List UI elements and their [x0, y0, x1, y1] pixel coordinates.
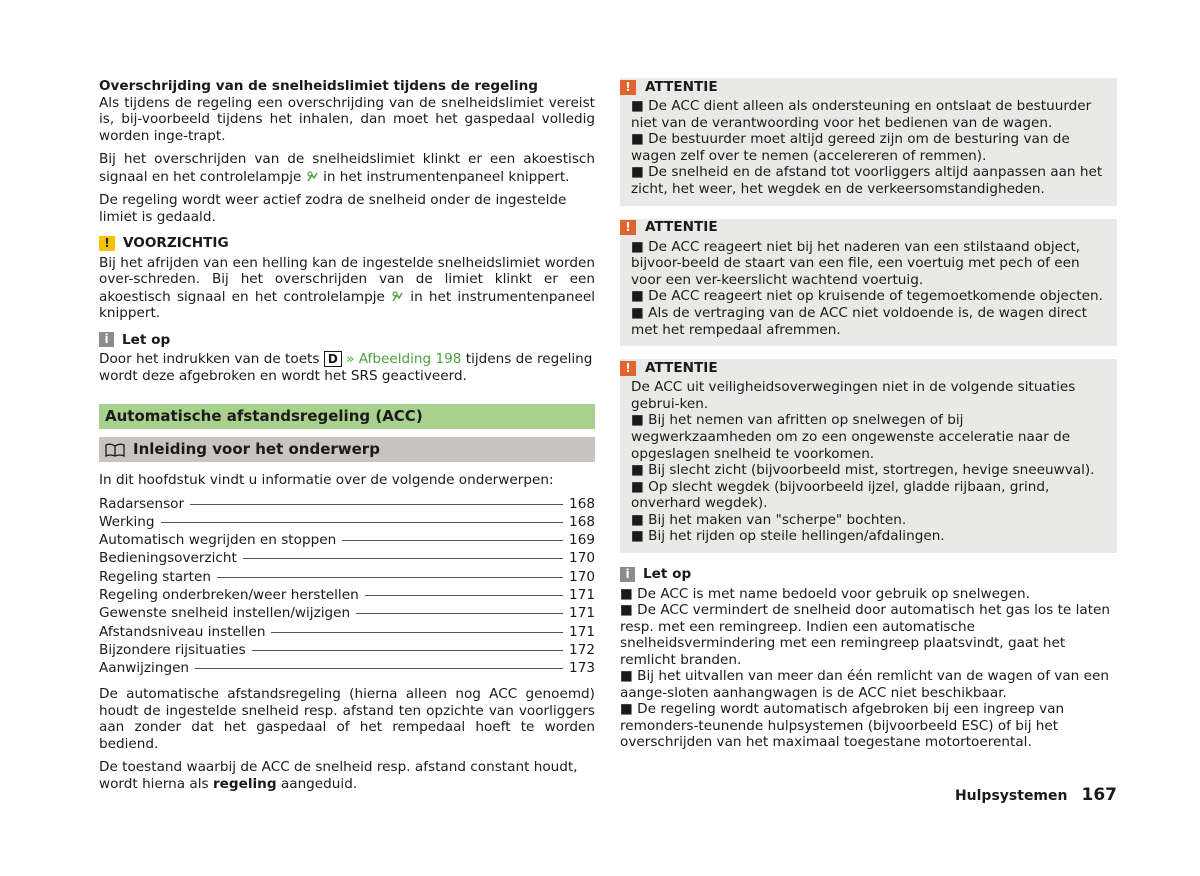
attention-item: ■ Op slecht wegdek (bijvoorbeeld ijzel, gladde rijbaan, grind, onverhard wegdek). — [631, 478, 1050, 512]
toc-page-number: 169 — [569, 532, 595, 549]
acc-paragraph-2: De toestand waarbij de ACC de snelheid resp. afstand constant houdt, wordt hierna als regeling aangeduid. — [99, 759, 578, 792]
info-icon — [620, 567, 635, 582]
attention-heading: ! ATTENTIE — [620, 219, 1095, 237]
intro-text: In dit hoofdstuk vindt u informatie over de volgende onderwerpen: — [99, 472, 554, 488]
toc-leader — [365, 595, 563, 596]
info-icon — [99, 332, 114, 347]
note-text: Door het indrukken van de toets D » Afbeelding 198 tijdens de regeling wordt deze afgebroken en wordt het SRS geactiveerd. — [99, 351, 593, 384]
toc-leader — [271, 632, 563, 633]
caution-heading: ! VOORZICHTIG — [99, 235, 595, 252]
table-of-contents — [99, 496, 595, 679]
note-item: ■ De regeling wordt automatisch afgebroken bij een ingreep van remonders-teunende hulpsystemen (bijvoorbeeld ESC) of bij het overschrijden van het maximaal toegestane motortoerental. — [620, 701, 1065, 751]
speed-limit-paragraph-3: De regeling wordt weer actief zodra de snelheid onder de ingestelde limiet is gedaald. — [99, 192, 567, 225]
toc-leader — [217, 577, 563, 578]
toc-page-number: 170 — [569, 550, 595, 567]
page-footer — [955, 787, 1117, 805]
note-heading: i Let op — [620, 566, 1117, 583]
toc-leader — [252, 650, 563, 651]
toc-page-number: 171 — [569, 605, 595, 622]
note-item: ■ De ACC is met name bedoeld voor gebruik op snelwegen. — [620, 585, 1030, 602]
attention-item: ■ De bestuurder moet altijd gereed zijn om de besturing van de wagen zelf over te nemen (accelereren of remmen). — [631, 131, 1070, 164]
toc-label: Regeling onderbreken/weer herstellen — [99, 586, 359, 603]
note-item: ■ De ACC vermindert de snelheid door automatisch het gas los te laten resp. met een remingreep. Indien een automatische snelheidsvermindering met een remingreep plaatsvindt, gaat het remlicht branden. — [620, 602, 1111, 668]
intro-title-bar: Inleiding voor het onderwerp — [99, 437, 595, 462]
attention-item: ■ De ACC reageert niet op kruisende of tegemoetkomende objecten. — [631, 288, 1103, 305]
toc-leader — [161, 522, 564, 523]
toc-row[interactable] — [99, 660, 595, 678]
toc-row[interactable] — [99, 496, 595, 514]
toc-row[interactable] — [99, 514, 595, 532]
speed-limit-paragraph-1: Als tijdens de regeling een overschrijding van de snelheidslimiet vereist is, bij-voorbeeld tijdens het inhalen, dan moet het gaspedaal volledig worden inge-trapt. — [99, 94, 595, 144]
toc-page-number: 171 — [569, 623, 595, 640]
note-item: ■ Bij het uitvallen van meer dan één remlicht van de wagen of van een aange-sloten aanhangwagen is de ACC niet beschikbaar. — [620, 668, 1109, 701]
toc-page-number: 172 — [569, 641, 595, 658]
page-number: 167 — [1081, 785, 1117, 805]
acc-paragraph-1: De automatische afstandsregeling (hierna alleen nog ACC genoemd) houdt de ingestelde snelheid resp. afstand ten opzichte van voorliggers aan zonder dat het gaspedaal of het rempedaal hoeft te worden bediend. — [99, 686, 595, 752]
speed-limit-lamp-icon — [306, 170, 319, 183]
toc-leader — [243, 558, 563, 559]
speed-limit-paragraph-2: Bij het overschrijden van de snelheidslimiet klinkt er een akoestisch signaal en het controlelampje in het instrumentenpaneel knippert. — [99, 151, 595, 185]
toc-page-number: 170 — [569, 568, 595, 585]
toc-row[interactable] — [99, 642, 595, 660]
toc-label: Gewenste snelheid instellen/wijzigen — [99, 605, 351, 622]
note-heading: i Let op — [99, 332, 595, 349]
toc-leader — [195, 668, 563, 669]
toc-row[interactable] — [99, 605, 595, 623]
attention-heading: ! ATTENTIE — [620, 359, 1095, 377]
toc-label: Afstandsniveau instellen — [99, 623, 266, 640]
toc-leader — [190, 504, 563, 505]
toc-leader — [356, 613, 563, 614]
toc-label: Radarsensor — [99, 495, 185, 512]
footer-section-title: Hulpsystemen — [954, 788, 1068, 804]
toc-row[interactable] — [99, 569, 595, 587]
attention-icon — [620, 220, 636, 235]
figure-reference-link[interactable]: » Afbeelding 198 — [346, 351, 462, 367]
attention-item: De ACC uit veiligheidsoverwegingen niet in de volgende situaties gebrui-ken. — [631, 379, 1076, 412]
left-column — [99, 78, 595, 799]
right-column — [620, 78, 1117, 751]
toc-label: Bedieningsoverzicht — [99, 550, 237, 567]
attention-item: ■ Bij het rijden op steile hellingen/afdalingen. — [631, 528, 945, 545]
toc-page-number: 168 — [569, 495, 595, 512]
toc-page-number: 173 — [569, 660, 595, 677]
toc-label: Automatisch wegrijden en stoppen — [99, 532, 337, 549]
speed-limit-subheading: Overschrijding van de snelheidslimiet tijdens de regeling — [99, 78, 539, 94]
toc-page-number: 168 — [569, 513, 595, 530]
book-icon — [105, 443, 125, 457]
attention-item: ■ De ACC reageert niet bij het naderen van een stilstaand object, bijvoor-beeld de staart van een file, een voertuig met pech of een voor een ver-keerslicht wachtend voertuig. — [631, 238, 1081, 288]
attention-icon — [620, 80, 636, 95]
toc-label: Bijzondere rijsituaties — [99, 641, 246, 658]
attention-item: ■ De ACC dient alleen als ondersteuning en ontslaat de bestuurder niet van de verantwoording voor het bedienen van de wagen. — [631, 98, 1092, 131]
attention-box-2 — [620, 219, 1117, 347]
toc-leader — [342, 540, 563, 541]
toc-label: Aanwijzingen — [99, 660, 190, 677]
toc-row[interactable] — [99, 532, 595, 550]
attention-icon — [620, 361, 636, 376]
toc-page-number: 171 — [569, 586, 595, 603]
toc-row[interactable] — [99, 587, 595, 605]
key-d-symbol: D — [324, 351, 342, 367]
caution-text: Bij het afrijden van een helling kan de ingestelde snelheidslimiet worden over-schreden. Bij het overschrijden van de limiet klinkt er een akoestisch signaal en het controlelampje in het instrumentenpaneel knippert. — [99, 254, 595, 321]
attention-item: ■ Bij slecht zicht (bijvoorbeeld mist, stortregen, hevige sneeuwval). — [631, 462, 1095, 479]
section-title-bar: Automatische afstandsregeling (ACC) — [99, 404, 595, 429]
toc-row[interactable] — [99, 550, 595, 568]
attention-item: ■ Bij het maken van "scherpe" bochten. — [631, 511, 907, 528]
toc-row[interactable] — [99, 624, 595, 642]
attention-box-3 — [620, 359, 1117, 553]
attention-item: ■ Als de vertraging van de ACC niet voldoende is, de wagen direct met het rempedaal afremmen. — [631, 304, 1088, 338]
warning-triangle-icon — [99, 236, 115, 251]
attention-box-1 — [620, 78, 1117, 206]
attention-heading: ! ATTENTIE — [620, 78, 1095, 96]
speed-limit-lamp-icon — [391, 290, 404, 303]
attention-item: ■ De snelheid en de afstand tot voorliggers altijd aanpassen aan het zicht, het weer, het wegdek en de verkeersomstandigheden. — [631, 164, 1103, 197]
toc-label: Regeling starten — [99, 568, 211, 585]
attention-item: ■ Bij het nemen van afritten op snelwegen of bij wegwerkzaamheden om zo een ongewenste acceleratie naar de opgeslagen snelheid te voorkomen. — [631, 412, 1071, 462]
toc-label: Werking — [99, 513, 155, 530]
